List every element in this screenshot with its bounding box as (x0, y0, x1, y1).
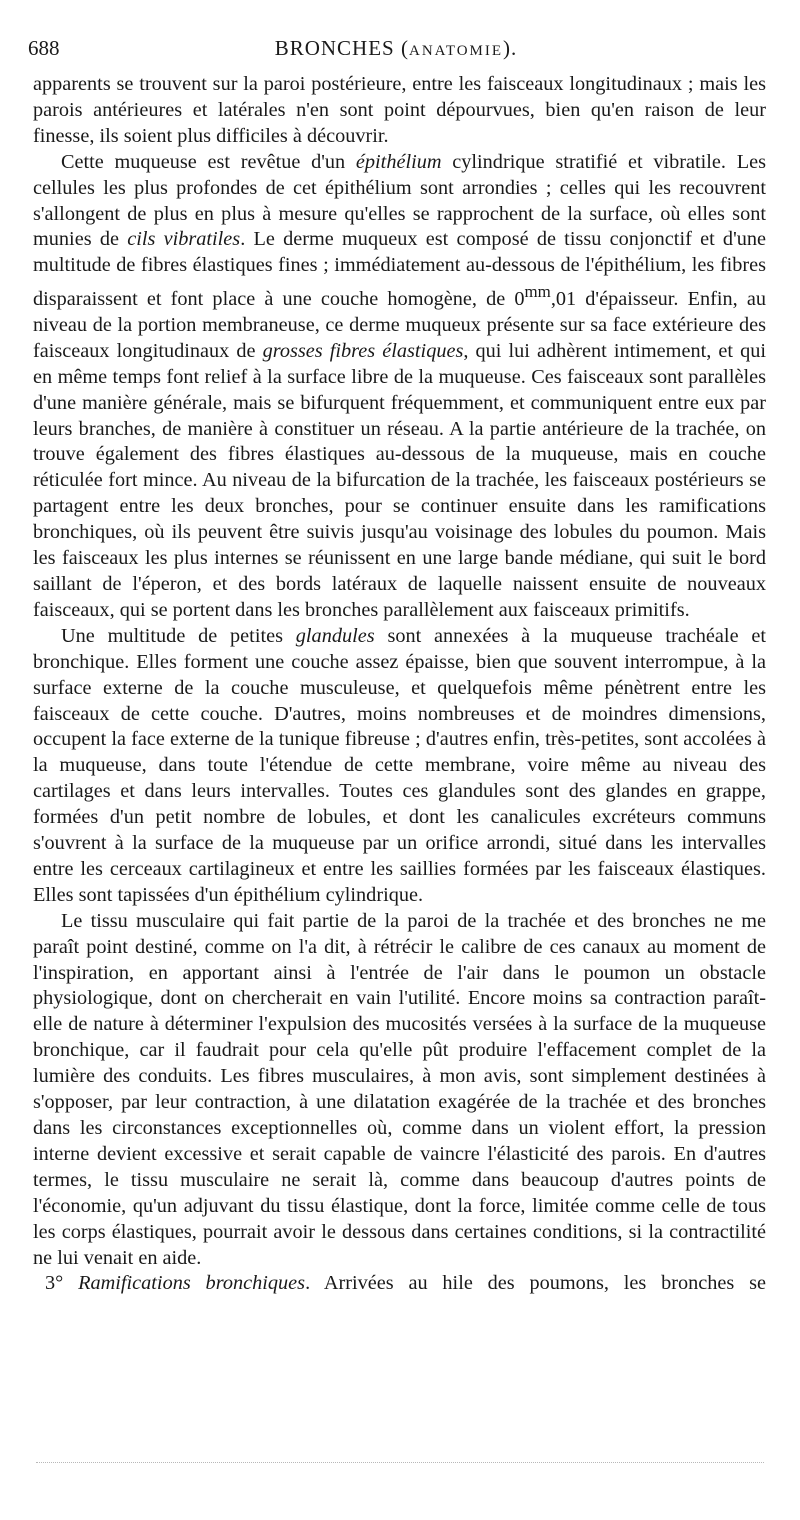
paragraph-text: apparents se trouvent sur la paroi postérieure, entre les faisceaux longitudinaux ; mais les parois antérieures et latérales n'en sont point dépourvues, bien qu'en raison de leur finesse, ils soient plus difficiles à découvrir. (33, 73, 766, 147)
section-ramifications (33, 1271, 766, 1297)
paragraph-epithelium (33, 150, 766, 624)
section-heading: Ramifications bronchiques (78, 1272, 306, 1295)
term-cils-vibratiles: cils vibratiles (127, 228, 241, 251)
running-title-paren-close: ). (503, 36, 518, 60)
footnote-rule (36, 1462, 764, 1463)
page-number: 688 (28, 36, 60, 60)
term-grosses-fibres: grosses fibres élastiques (262, 339, 464, 362)
paragraph-text: sont annexées à la muqueuse trachéale et bronchique. Elles forment une couche assez épaisse, bien que souvent interrompue, à la surface externe de la couche musculeuse, et quelquefois même pénètrent entre les faisceaux de cette couche. D'autres, moins nombreuses et de moindres dimensions, occupent la face externe de la tunique fibreuse ; d'autres enfin, très-petites, sont accolées à la muqueuse, dans toute l'étendue de cette membrane, voire même au niveau des cartilages et dans leurs intervalles. Toutes ces glandules sont des glandes en grappe, formées d'un petit nombre de lobules, et dont les canalicules excréteurs communs s'ouvrent à la surface de la muqueuse par un orifice arrondi, situé dans les intervalles entre les cerceaux cartilagineux et entre les saillies formées par les faisceaux élastiques. Elles sont tapissées d'un épithélium cylindrique. (33, 624, 766, 906)
paragraph-text: Le tissu musculaire qui fait partie de la paroi de la trachée et des bronches ne me paraît point destiné, comme on l'a dit, à rétrécir le calibre de ces canaux au moment de l'inspiration, en apportant ainsi à l'entrée de l'air dans le poumon un obstacle physiologique, dont on chercherait en vain l'utilité. Encore moins sa contraction paraît-elle de nature à déterminer l'expulsion des mucosités versées à la surface de la muqueuse bronchique, car il faudrait pour cela qu'elle pût produire l'effacement complet de la lumière des conduits. Les fibres musculaires, à mon avis, sont simplement destinées à s'opposer, par leur contraction, à une dilatation exagérée de la trachée et des bronches dans les circonstances exceptionnelles où, comme dans un violent effort, la pression interne devient excessive et serait capable de vaincre l'élasticité des parois. En d'autres termes, le tissu musculaire ne serait là, comme dans beaucoup d'autres points de l'économie, qu'un adjuvant du tissu élastique, dont la force, limitée comme celle de tous les corps élastiques, pourrait avoir le dessous dans certaines conditions, si la contractilité ne lui venait en aide. (33, 909, 766, 1269)
running-title-main: BRONCHES (274, 36, 395, 60)
unit-superscript: mm (524, 282, 551, 302)
running-title (28, 34, 764, 65)
paragraph-text: Une multitude de petites (61, 624, 296, 647)
paragraph-text: , qui lui adhèrent intimement, et qui en même temps font relief à la surface libre de la muqueuse. Ces faisceaux sont parallèles d'une manière générale, mais se bifurquent fréquemment, et communiquent entre eux par leurs branches, de manière à constituer un réseau. A la partie antérieure de la trachée, on trouve également des fibres élastiques au-dessous de la muqueuse, mais en couche réticulée fort mince. Au niveau de la bifurcation de la trachée, les faisceaux postérieurs se partagent entre les deux bronches, pour se continuer ensuite dans les ramifications bronchiques, où ils peuvent être suivis jusqu'au voisinage des lobules du poumon. Mais les faisceaux les plus internes se réunissent en une large bande médiane, qui suit le bord saillant de l'éperon, et des bords latéraux de laquelle naissent ensuite de nouveaux faisceaux, qui se portent dans les bronches parallèlement aux faisceaux primitifs. (33, 339, 766, 621)
term-glandules: glandules (295, 624, 375, 647)
paragraph-text: . Arrivées au hile des poumons, les bronches se (305, 1272, 766, 1295)
paragraph-tissu-musculaire (33, 909, 766, 1272)
paragraph-text: cylindrique stratifié et vibratile. Les cellules les plus profondes de cet épithélium sont arrondies ; celles qui les recouvrent s'allongent de plus en plus à mesure qu'elles se rapprochent de la surface, où elles sont munies de (33, 150, 766, 251)
section-marker: 3° (45, 1272, 64, 1295)
page-header (28, 34, 764, 62)
running-title-subject: ANATOMIE (408, 43, 504, 59)
term-epithelium: épithélium (355, 150, 442, 173)
running-title-paren-open: ( (394, 36, 409, 60)
paragraph-text: ,01 d'épaisseur. Enfin, au niveau de la portion membraneuse, ce derme muqueux présente sur sa face extérieure des faisceaux longitudinaux de (33, 288, 767, 362)
paragraph-glandules (33, 624, 766, 909)
paragraph-text: . Le derme muqueux est composé de tissu conjonctif et d'une multitude de fibres élastiques fines ; immédiatement au-dessous de l'épithélium, les fibres disparaissent et font place à une couche homogène, de 0 (33, 228, 767, 311)
paragraph-continuation (33, 72, 766, 150)
body-text (33, 72, 766, 1297)
paragraph-text: Cette muqueuse est revêtue d'un (61, 150, 356, 173)
